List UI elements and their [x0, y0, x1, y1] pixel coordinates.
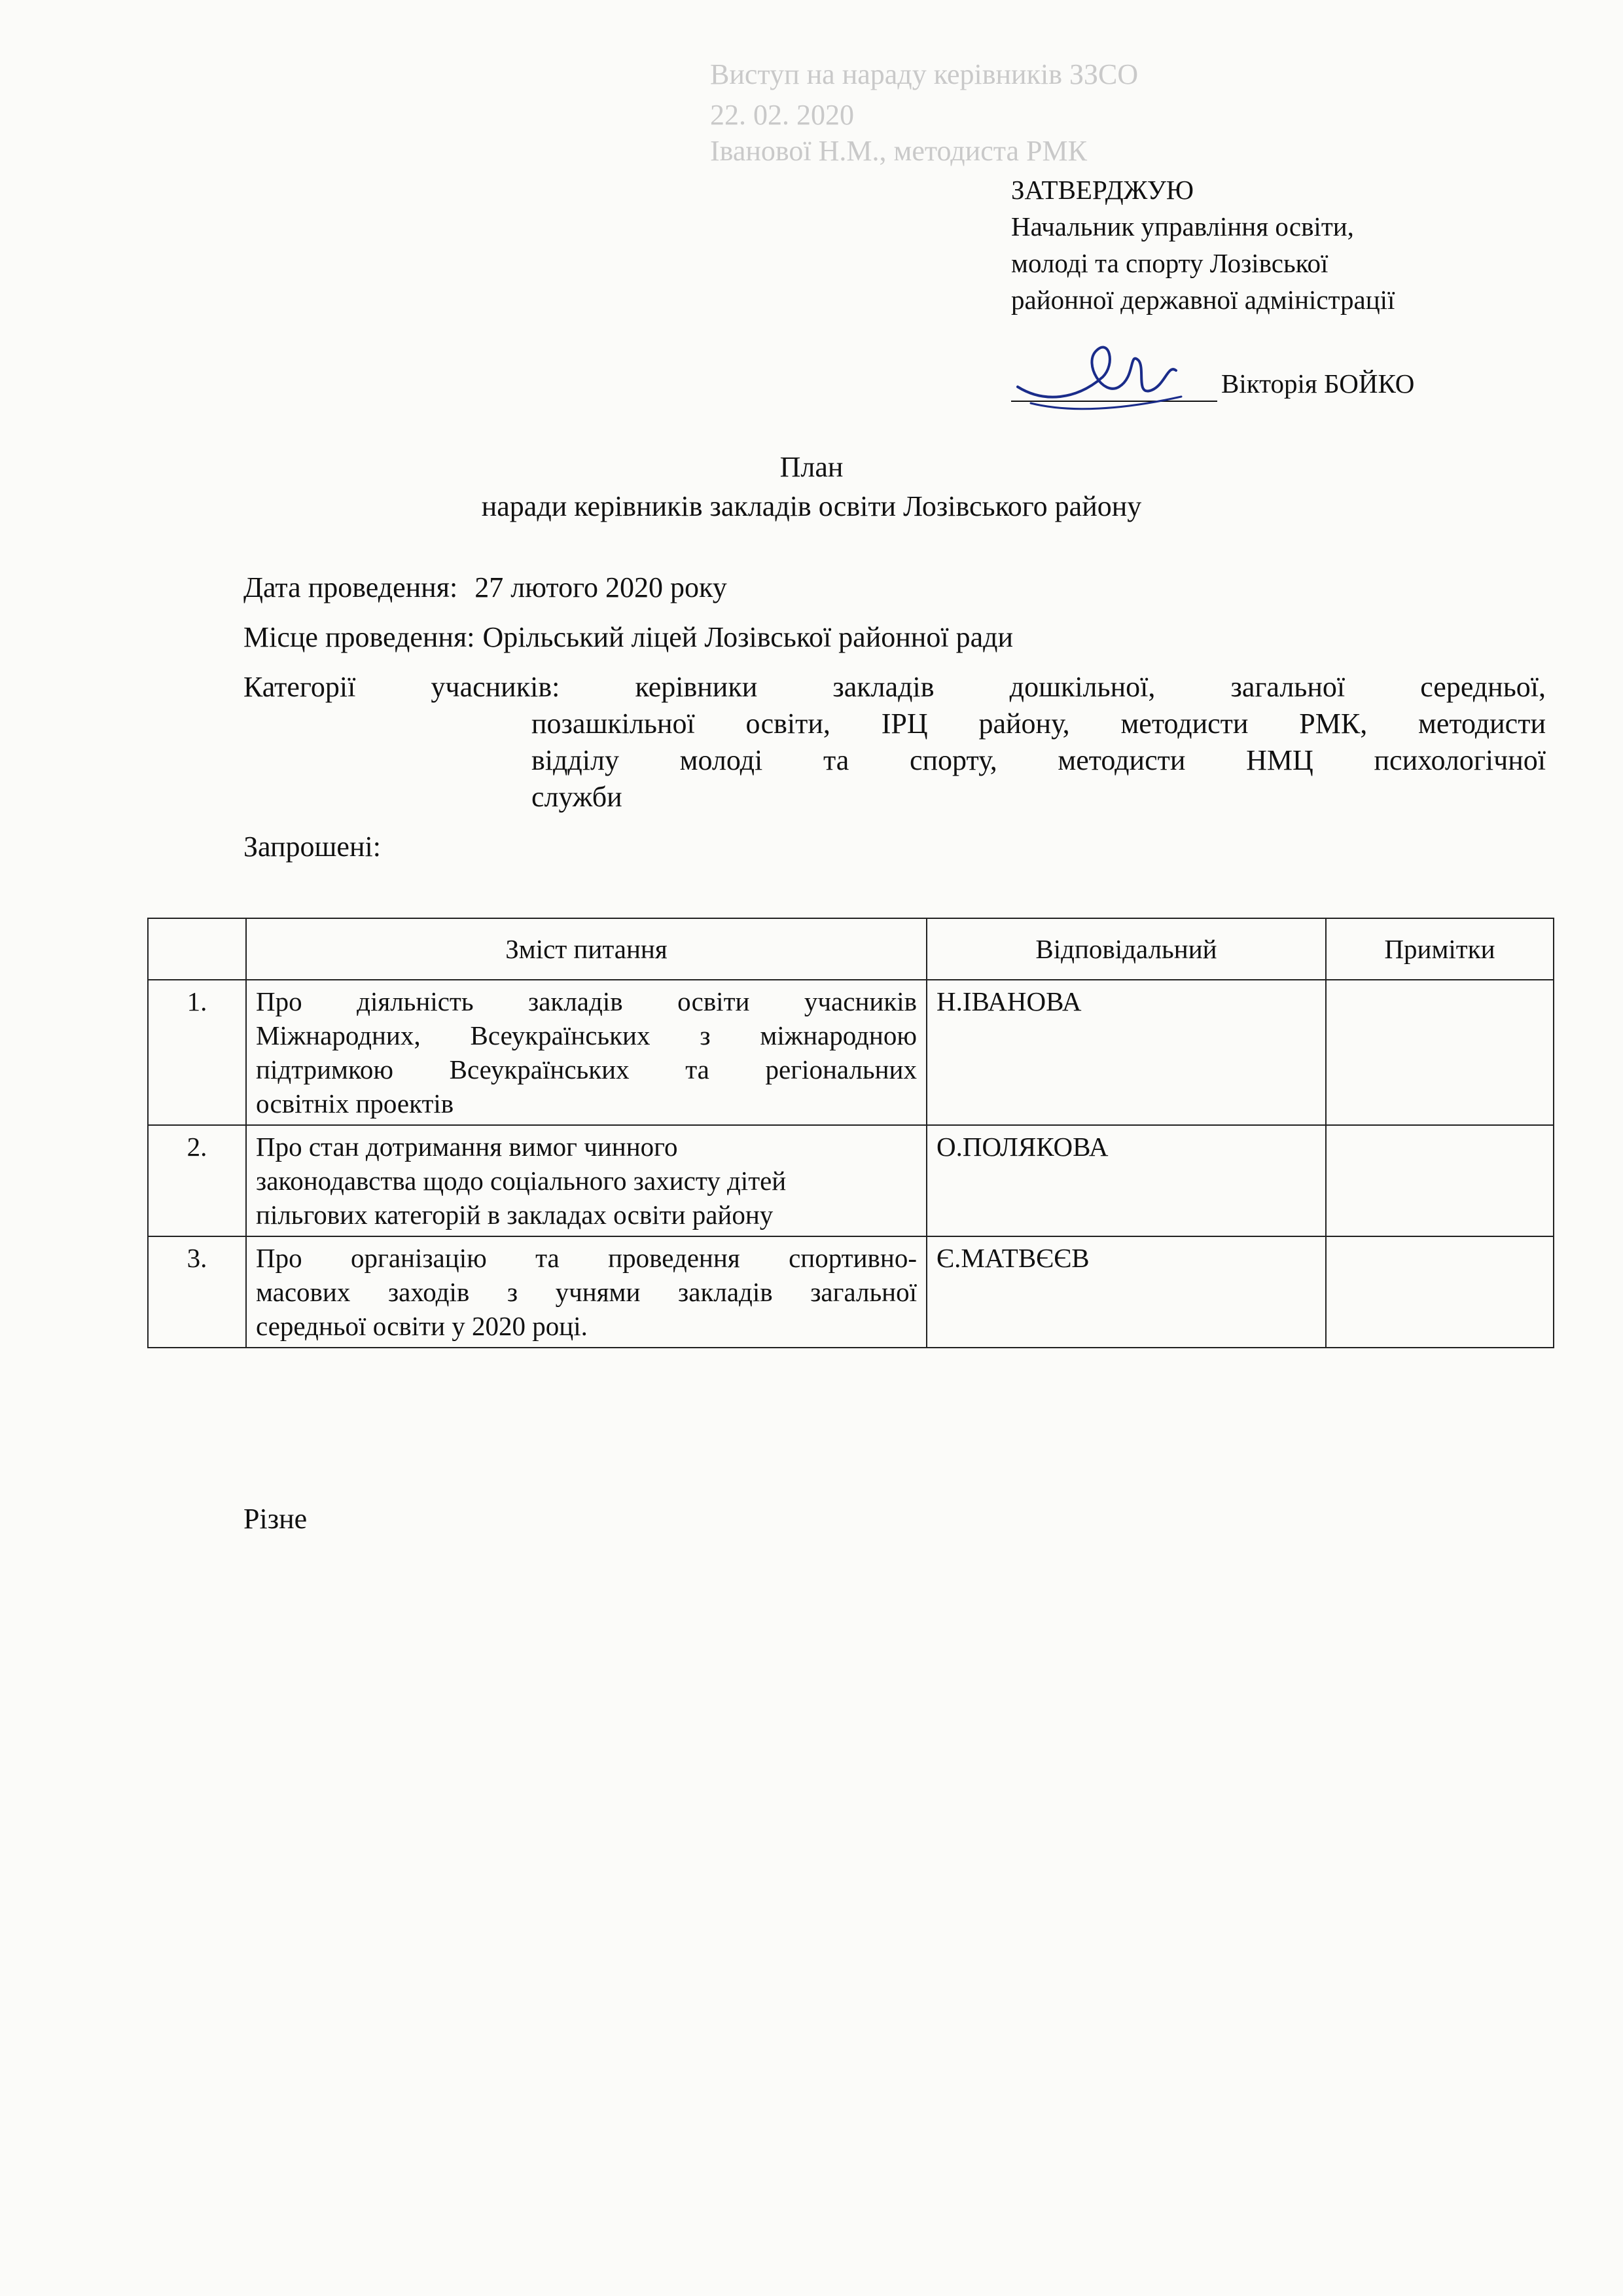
participants-line-2: позашкільної освіти, ІРЦ району, методисти РМК, методисти	[531, 708, 1546, 740]
document-subtitle: наради керівників закладів освіти Лозівського району	[481, 490, 1142, 522]
place-row	[243, 619, 1546, 656]
ghost-line-3: Іванової Н.М., методиста РМК	[710, 135, 1087, 167]
topic-line: підтримкою Всеукраїнських та регіональних	[256, 1054, 917, 1085]
topic-line: Міжнародних, Всеукраїнських з міжнародною	[256, 1020, 917, 1050]
place-value: Орільський ліцей Лозівської районної ради	[482, 621, 1014, 653]
topic-line: масових заходів з учнями закладів загальної	[256, 1277, 917, 1307]
handwritten-signature	[1005, 325, 1201, 416]
topic-line: Про організацію та проведення спортивно-	[256, 1243, 917, 1273]
header-notes: Примітки	[1326, 918, 1554, 980]
table-row	[148, 1236, 1554, 1348]
signatory-name: Вікторія БОЙКО	[1221, 368, 1415, 399]
approval-line-1: Начальник управління освіти,	[1011, 211, 1354, 242]
approval-line-3: районної державної адміністрації	[1011, 285, 1395, 315]
row-topic	[246, 980, 927, 1125]
participants-line-3: відділу молоді та спорту, методисти НМЦ психологічної	[531, 744, 1546, 776]
participants-label: Категорії учасників:	[243, 671, 560, 703]
approval-block	[1011, 171, 1414, 402]
row-notes	[1326, 980, 1554, 1125]
date-row	[243, 569, 1546, 606]
row-notes	[1326, 1125, 1554, 1236]
header-number	[148, 918, 246, 980]
approval-heading: ЗАТВЕРДЖУЮ	[1011, 175, 1194, 205]
row-responsible: О.ПОЛЯКОВА	[927, 1125, 1326, 1236]
header-topic: Зміст питання	[246, 918, 927, 980]
row-notes	[1326, 1236, 1554, 1348]
signature-line	[1011, 365, 1414, 402]
misc-label: Різне	[243, 1503, 308, 1535]
place-label: Місце проведення:	[243, 621, 475, 653]
date-value: 27 лютого 2020 року	[474, 571, 727, 603]
participants-block	[243, 669, 1546, 816]
document-title: План	[779, 451, 844, 483]
header-responsible: Відповідальний	[927, 918, 1326, 980]
agenda-table	[147, 918, 1554, 1348]
approval-line-2: молоді та спорту Лозівської	[1011, 248, 1329, 278]
row-number: 3.	[148, 1236, 246, 1348]
row-responsible: Н.ІВАНОВА	[927, 980, 1326, 1125]
topic-line: законодавства щодо соціального захисту дітей	[256, 1166, 787, 1196]
participants-line-1: керівники закладів дошкільної, загальної середньої,	[635, 671, 1546, 703]
table-row	[148, 1125, 1554, 1236]
topic-line: Про стан дотримання вимог чинного	[256, 1132, 678, 1162]
signature-underline	[1011, 370, 1217, 402]
date-label: Дата проведення:	[243, 571, 458, 603]
table-row	[148, 980, 1554, 1125]
table-header-row	[148, 918, 1554, 980]
participants-first-line	[243, 669, 1546, 706]
ghost-line-2: 22. 02. 2020	[710, 99, 854, 131]
meeting-details	[243, 569, 1546, 865]
participants-line-4: служби	[531, 781, 622, 813]
row-responsible: Є.МАТВЄЄВ	[927, 1236, 1326, 1348]
row-topic	[246, 1125, 927, 1236]
invited-label: Запрошені:	[243, 831, 381, 863]
row-number: 2.	[148, 1125, 246, 1236]
topic-line: Про діяльність закладів освіти учасників	[256, 986, 917, 1016]
topic-line: середньої освіти у 2020 році.	[256, 1311, 588, 1341]
topic-line: освітніх проектів	[256, 1088, 454, 1119]
ghost-line-1: Виступ на нараду керівників ЗЗСО	[710, 58, 1139, 90]
row-number: 1.	[148, 980, 246, 1125]
topic-line: пільгових категорій в закладах освіти району	[256, 1200, 774, 1230]
row-topic	[246, 1236, 927, 1348]
